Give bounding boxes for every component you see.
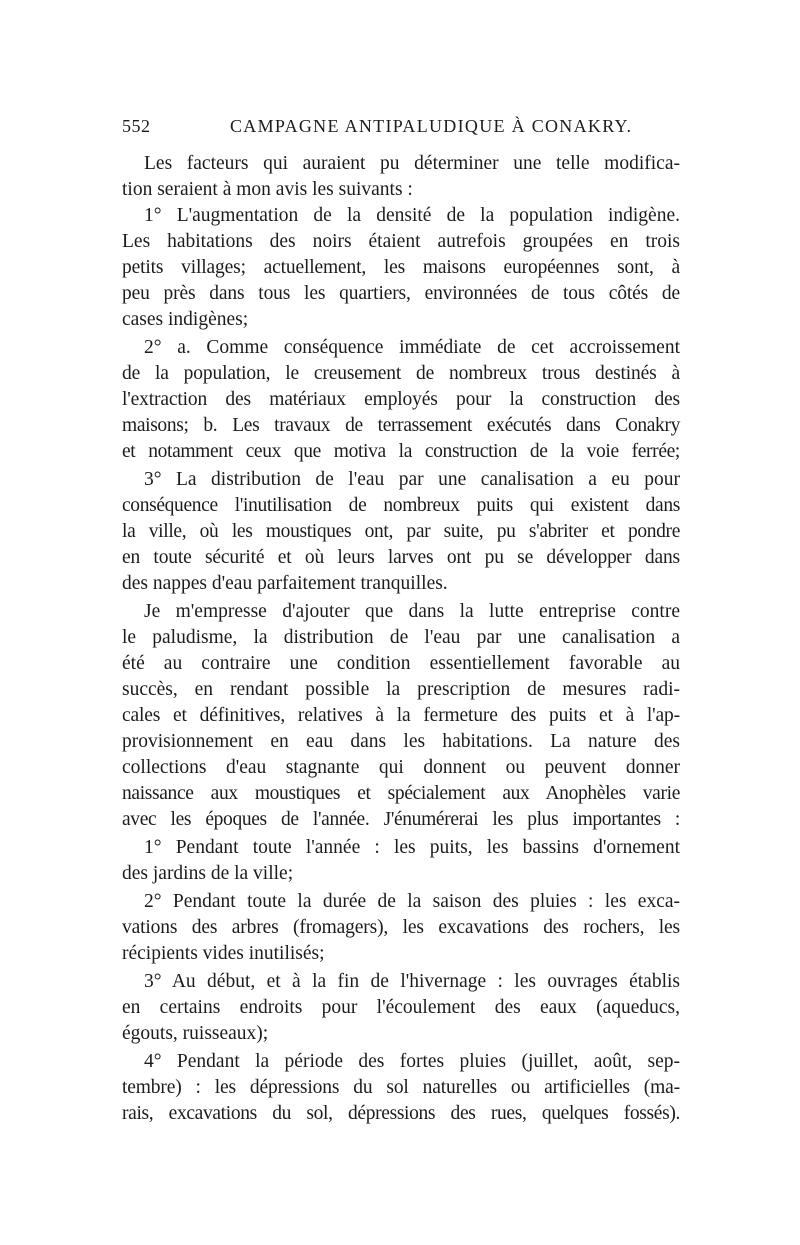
text-line: collections d'eau stagnante qui donnent ou peuvent donner (122, 757, 680, 778)
text-line: 2° a. Comme conséquence immédiate de cet accroissement (144, 337, 680, 358)
text-line: cases indigènes; (122, 309, 249, 330)
text-line: 1° L'augmentation de la densité de la population indigène. (144, 205, 680, 226)
text-line: 4° Pendant la période des fortes pluies (juillet, août, sep- (144, 1051, 680, 1072)
text-line: en toute sécurité et où leurs larves ont pu se développer dans (122, 547, 680, 568)
text-line: Les facteurs qui auraient pu déterminer une telle modifica- (144, 153, 680, 174)
text-line: 1° Pendant toute l'année : les puits, les bassins d'ornement (144, 837, 680, 858)
text-line: tembre) : les dépressions du sol naturelles ou artificielles (ma- (122, 1077, 680, 1098)
text-line: été au contraire une condition essentiellement favorable au (122, 653, 680, 674)
running-head: CAMPAGNE ANTIPALUDIQUE À CONAKRY. (230, 116, 633, 136)
text-line: 2° Pendant toute la durée de la saison des pluies : les exca- (144, 891, 680, 912)
text-line: égouts, ruisseaux); (122, 1023, 269, 1044)
text-line: des jardins de la ville; (122, 863, 294, 884)
text-line: maisons; b. Les travaux de terrassement exécutés dans Conakry (122, 415, 680, 436)
text-line: avec les époques de l'année. J'énumérerai les plus importantes : (122, 809, 680, 830)
text-line: cales et définitives, relatives à la fermeture des puits et à l'ap- (122, 705, 680, 726)
text-line: de la population, le creusement de nombreux trous destinés à (122, 363, 680, 384)
text-line: et notamment ceux que motiva la construction de la voie ferrée; (122, 441, 680, 462)
text-line: l'extraction des matériaux employés pour la construction des (122, 389, 680, 410)
text-line: provisionnement en eau dans les habitations. La nature des (122, 731, 680, 752)
text-line: le paludisme, la distribution de l'eau par une canalisation a (122, 627, 680, 648)
text-line: succès, en rendant possible la prescription de mesures radi- (122, 679, 680, 700)
text-line: 3° La distribution de l'eau par une canalisation a eu pour (144, 469, 680, 490)
text-line: récipients vides inutilisés; (122, 943, 325, 964)
text-line: naissance aux moustiques et spécialement aux Anophèles varie (122, 783, 680, 804)
text-line: rais, excavations du sol, dépressions des rues, quelques fossés). (122, 1103, 680, 1124)
text-line: conséquence l'inutilisation de nombreux puits qui existent dans (122, 495, 680, 516)
text-line: la ville, où les moustiques ont, par suite, pu s'abriter et pondre (122, 521, 680, 542)
text-line: des nappes d'eau parfaitement tranquilles. (122, 573, 448, 594)
page-header (122, 116, 678, 140)
text-line: 3° Au début, et à la fin de l'hivernage : les ouvrages établis (144, 971, 680, 992)
text-line: vations des arbres (fromagers), les excavations des rochers, les (122, 917, 680, 938)
text-line: Je m'empresse d'ajouter que dans la lutte entreprise contre (144, 601, 680, 622)
text-line: tion seraient à mon avis les suivants : (122, 179, 413, 200)
text-line: petits villages; actuellement, les maisons européennes sont, à (122, 257, 680, 278)
text-line: Les habitations des noirs étaient autrefois groupées en trois (122, 231, 680, 252)
text-line: peu près dans tous les quartiers, environnées de tous côtés de (122, 283, 680, 304)
page-number: 552 (122, 116, 151, 136)
text-line: en certains endroits pour l'écoulement des eaux (aqueducs, (122, 997, 680, 1018)
